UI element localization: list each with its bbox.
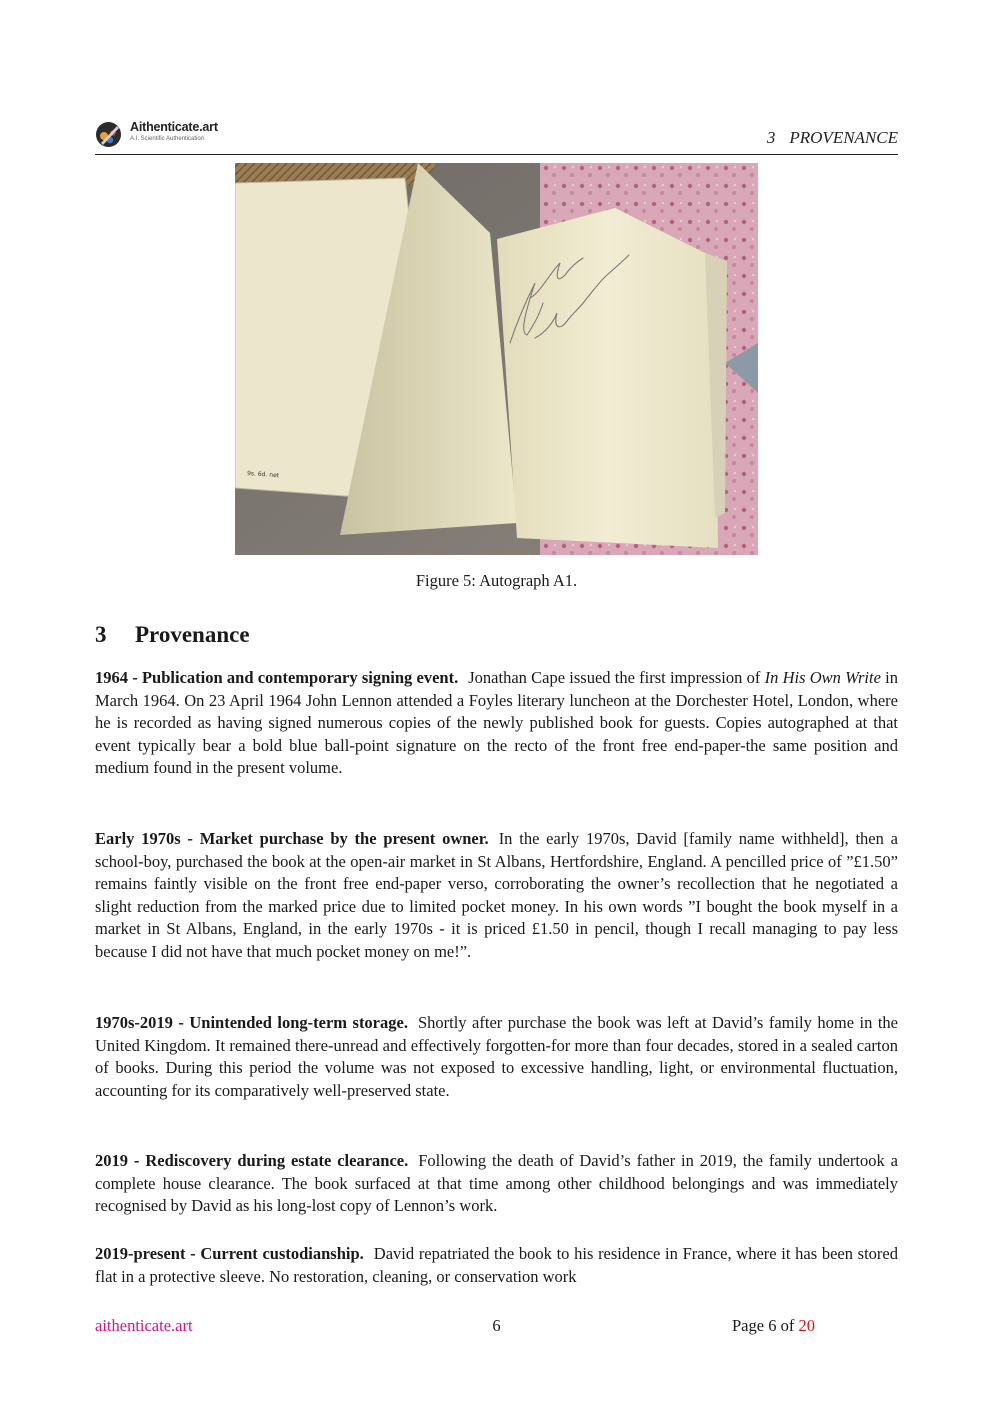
paragraph-heading: 1964 - Publication and contemporary signing event. <box>95 668 459 687</box>
paragraph-text: In the early 1970s, David [family name withheld], then a school-boy, purchased the book at the open-air market in St Albans, Hertfordshire, England. A pencilled price of ”£1.50” remains faintly visible on the front free end-paper verso, corroborating the owner’s recollection that he negotiated a slight reduction from the marked price due to limited pocket money. In his own words ”I bought the book myself in a market in St Albans, England, in the early 1970s - it is priced £1.50 in pencil, though I recall managing to pay less because I did not have that much pocket money on me!”. <box>95 829 898 961</box>
section-heading <box>95 622 250 648</box>
logo-name: Aithenticate.art <box>130 120 218 134</box>
price-mark: 9s. 6d. net <box>246 470 280 480</box>
provenance-paragraph <box>95 1012 898 1102</box>
running-header-number: 3 <box>766 128 776 147</box>
paragraph-heading: Early 1970s - Market purchase by the present owner. <box>95 829 489 848</box>
footer-page-label: Page 6 of <box>732 1316 795 1335</box>
footer-page-count <box>732 1316 815 1336</box>
figure-caption: Figure 5: Autograph A1. <box>415 571 578 590</box>
page-header <box>95 120 898 155</box>
footer-page-number: 6 <box>492 1316 501 1335</box>
paragraph-text: Following the death of David’s father in 2019, the family undertook a complete house clearance. The book surfaced at that time among other childhood belongings and was immediately recognised by David as his long-lost copy of Lennon’s work. <box>95 1151 898 1216</box>
section-title: Provenance <box>135 622 250 647</box>
running-header <box>767 128 898 148</box>
paragraph-text: Shortly after purchase the book was left at David’s family home in the United Kingdom. It remained there-unread and effectively forgotten-for more than four decades, stored in a sealed carton of books. During this period the volume was not exposed to excessive handling, light, or environmental fluctuation, accounting for its comparatively well-preserved state. <box>95 1013 899 1100</box>
paragraph-heading: 2019-present - Current custodianship. <box>95 1244 364 1263</box>
running-header-title: PROVENANCE <box>789 128 898 147</box>
autograph-photo <box>235 163 758 555</box>
paragraph-text: Jonathan Cape issued the first impression of <box>468 668 765 687</box>
provenance-paragraph <box>95 1150 898 1218</box>
paintbrush-logo-icon <box>95 121 122 148</box>
book-title: In His Own Write <box>764 668 881 687</box>
provenance-paragraph <box>95 667 898 780</box>
paragraph-text: David repatriated the book to his residence in France, where it has been stored flat in a protective sleeve. No restoration, cleaning, or conservation work <box>95 1244 899 1286</box>
paragraph-heading: 2019 - Rediscovery during estate clearance. <box>95 1151 409 1170</box>
logo-tagline: A.I. Scientific Authentication <box>130 136 205 142</box>
provenance-paragraph <box>95 828 898 964</box>
paragraph-heading: 1970s-2019 - Unintended long-term storage. <box>95 1013 408 1032</box>
paragraph-text: in March 1964. On 23 April 1964 John Lennon attended a Foyles literary luncheon at the Dorchester Hotel, London, where he is recorded as having signed numerous copies of the newly published book for guests. Copies autographed at that event typically bear a bold blue ball-point signature on the recto of the front free end-paper-the same position and medium found in the present volume. <box>95 668 898 778</box>
provenance-paragraph <box>95 1243 898 1288</box>
section-number: 3 <box>95 622 107 647</box>
company-logo <box>95 120 235 150</box>
footer-site-link[interactable]: aithenticate.art <box>95 1316 193 1335</box>
footer-total-pages-link[interactable]: 20 <box>798 1316 815 1335</box>
